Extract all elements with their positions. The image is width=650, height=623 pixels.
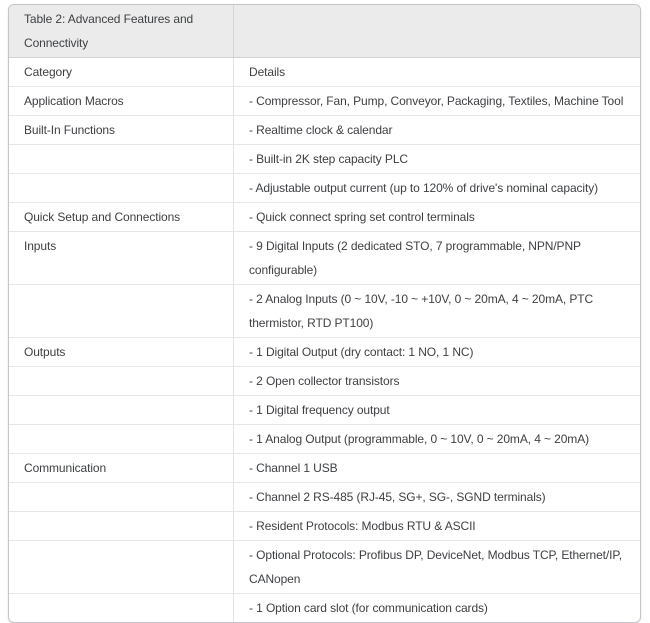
detail-cell: - Channel 1 USB: [249, 461, 338, 475]
table-row: [9, 145, 640, 174]
category-cell: Communication: [9, 454, 234, 482]
category-cell: Built-In Functions: [9, 116, 234, 144]
category-cell: [9, 512, 234, 540]
category-cell: [9, 396, 234, 424]
detail-cell: - 1 Digital Output (dry contact: 1 NO, 1 NC): [249, 345, 474, 359]
table-row: [9, 396, 640, 425]
detail-cell: - Optional Protocols: Profibus DP, DeviceNet, Modbus TCP, Ethernet/IP, CANopen: [249, 548, 622, 586]
category-cell: [9, 425, 234, 453]
detail-cell: - Quick connect spring set control terminals: [249, 210, 475, 224]
table-header-row: [9, 58, 640, 87]
detail-cell: - Realtime clock & calendar: [249, 123, 393, 137]
advanced-features-table: [8, 4, 641, 623]
detail-cell: - Resident Protocols: Modbus RTU & ASCII: [249, 519, 476, 533]
table-row: [9, 116, 640, 145]
detail-cell: - Compressor, Fan, Pump, Conveyor, Packaging, Textiles, Machine Tool: [249, 94, 624, 108]
table-title-row: [9, 5, 640, 58]
table-row: [9, 512, 640, 541]
category-cell: [9, 174, 234, 202]
table-title: Table 2: Advanced Features and Connectivity: [9, 5, 234, 57]
detail-cell: - 1 Digital frequency output: [249, 403, 390, 417]
table-row: [9, 87, 640, 116]
category-cell: [9, 541, 234, 593]
table-row: [9, 338, 640, 367]
category-cell: [9, 594, 234, 622]
category-cell: Outputs: [9, 338, 234, 366]
detail-cell: - 2 Analog Inputs (0 ~ 10V, -10 ~ +10V, 0 ~ 20mA, 4 ~ 20mA, PTC thermistor, RTD PT100): [249, 292, 594, 330]
column-header-category: Category: [9, 58, 234, 86]
detail-cell: - Channel 2 RS-485 (RJ-45, SG+, SG-, SGND terminals): [249, 490, 546, 504]
table-row: [9, 483, 640, 512]
detail-cell: - Built-in 2K step capacity PLC: [249, 152, 408, 166]
detail-cell: - 9 Digital Inputs (2 dedicated STO, 7 programmable, NPN/PNP configurable): [249, 239, 581, 277]
table-row: [9, 425, 640, 454]
table-row: [9, 232, 640, 285]
table-row: [9, 174, 640, 203]
table-row: [9, 541, 640, 594]
table-row: [9, 203, 640, 232]
column-header-details: Details: [249, 65, 285, 79]
detail-cell: - 2 Open collector transistors: [249, 374, 400, 388]
table-body: [9, 87, 640, 622]
table-row: [9, 367, 640, 396]
category-cell: [9, 367, 234, 395]
detail-cell: - Adjustable output current (up to 120% of drive's nominal capacity): [249, 181, 599, 195]
detail-cell: - 1 Analog Output (programmable, 0 ~ 10V, 0 ~ 20mA, 4 ~ 20mA): [249, 432, 589, 446]
category-cell: Application Macros: [9, 87, 234, 115]
table-row: [9, 594, 640, 622]
category-cell: [9, 285, 234, 337]
table-row: [9, 285, 640, 338]
category-cell: Inputs: [9, 232, 234, 284]
category-cell: [9, 145, 234, 173]
detail-cell: - 1 Option card slot (for communication cards): [249, 601, 488, 615]
table-title-spacer: [234, 5, 640, 57]
table-row: [9, 454, 640, 483]
category-cell: Quick Setup and Connections: [9, 203, 234, 231]
category-cell: [9, 483, 234, 511]
